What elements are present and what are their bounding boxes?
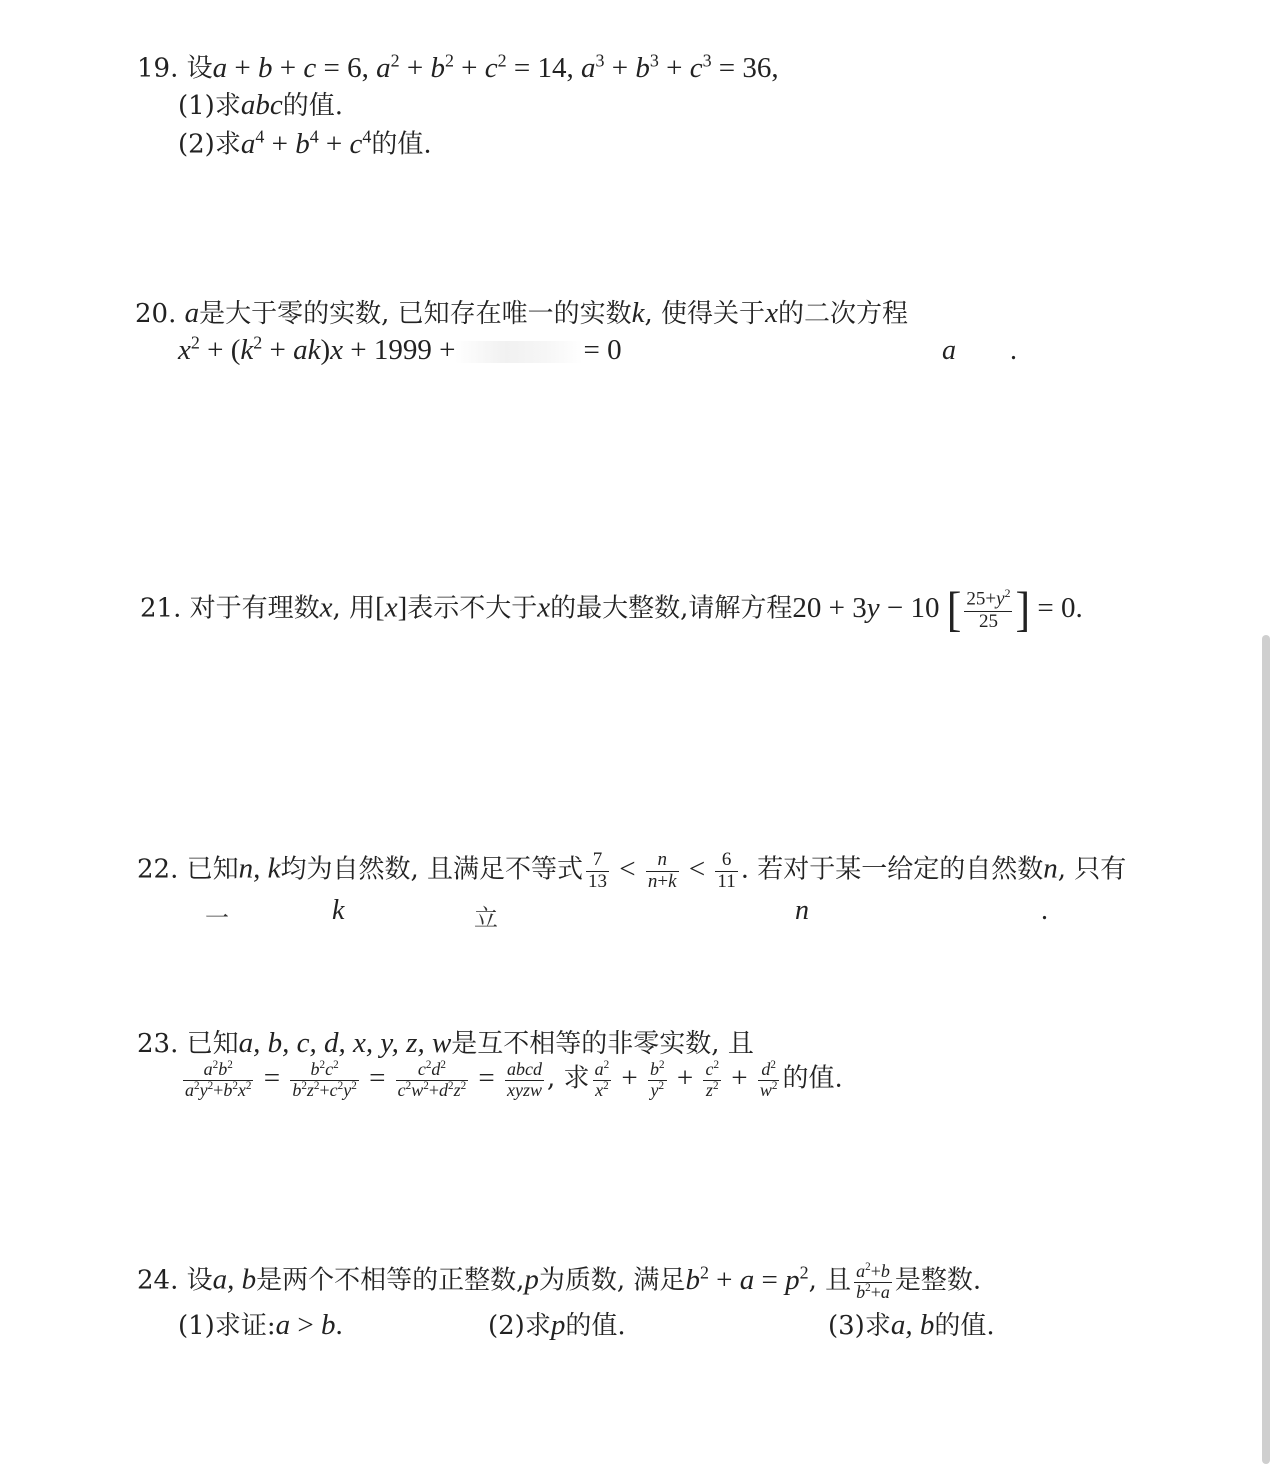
problem-20-line-2 xyxy=(178,332,622,367)
problem-number: 24. xyxy=(137,1265,179,1296)
problem-24-sub-3 xyxy=(828,1308,995,1343)
problem-text: 均为自然数, 且满足不等式 xyxy=(280,854,584,885)
problem-text: 是整数. xyxy=(894,1265,982,1296)
problem-19-line-1 xyxy=(137,50,779,85)
problem-19-sub-2 xyxy=(178,126,432,161)
problem-text: , 使得关于 xyxy=(644,299,766,329)
problem-24-sub-1 xyxy=(178,1308,343,1343)
var-k: k xyxy=(631,297,645,329)
equation: 20 + 3y − 10 [ $\frac{25+y^2}{25}$ ] = 0. xyxy=(792,582,1083,637)
equation: a + b + c = 6, $a^2 + b^2 + c^2 = 14$, $a^3 + b^3 + c^3 = 36$, xyxy=(212,50,779,84)
problem-number: 22. xyxy=(137,854,179,885)
problem-text: 的二次方程 xyxy=(777,299,908,329)
sub-tail: 的值. xyxy=(282,91,343,121)
problem-text: 是两个不相等的正整数, xyxy=(256,1265,525,1296)
sub-tail: 的值. xyxy=(934,1311,995,1341)
problem-23-line-2 xyxy=(180,1060,843,1100)
expression: $\frac{a^2}{x^2}$ + $\frac{b^2}{y^2}$ + $\frac{c^2}{z^2}$ + $\frac{d^2}{w^2}$ xyxy=(594,1059,778,1100)
sub-label: (1)求 xyxy=(178,91,241,121)
problem-number: 21. xyxy=(140,593,182,624)
faded-var-a: a xyxy=(942,335,956,366)
vars-a-b: a, b xyxy=(890,1309,935,1341)
problem-23-line-1 xyxy=(137,1026,754,1061)
problem-21 xyxy=(140,582,1083,637)
var-p: p xyxy=(550,1309,566,1341)
problem-text: 是互不相等的非零实数, 且 xyxy=(451,1029,754,1059)
floor-x: [x] xyxy=(375,591,408,624)
faded-char-yi: 一 xyxy=(205,904,229,932)
problem-text: . 若对于某一给定的自然数 xyxy=(740,854,1044,885)
problem-text: 已知 xyxy=(186,854,239,885)
equation: $\frac{a^2b^2}{a^2y^2+b^2x^2}$ = $\frac{b^2c^2}{b^2z^2+c^2y^2}$ = $\frac{c^2d^2}{c^2w^2+d^2z^2}$ = $\frac{\text{abcd}}{\text{xyzw}}$ xyxy=(185,1059,543,1100)
sub-label: (2)求 xyxy=(178,129,241,160)
problem-24-sub-2 xyxy=(488,1308,626,1343)
problem-text: 设 xyxy=(186,1265,213,1296)
equation: $b^2 + a = p^2$ xyxy=(685,1262,809,1296)
problem-text: 对于有理数 xyxy=(189,593,320,624)
problem-text: 的值. xyxy=(782,1063,843,1094)
problem-19-sub-1 xyxy=(178,88,343,123)
problem-number: 20. xyxy=(135,299,177,329)
var-p: p xyxy=(524,1263,539,1296)
problem-text: , 只有 xyxy=(1057,854,1127,885)
faded-char-li: 立 xyxy=(474,904,498,932)
var-x: x xyxy=(537,591,551,624)
sub-tail: 的值. xyxy=(371,129,432,160)
problem-22-line-1 xyxy=(137,850,1126,892)
faded-var-n: n xyxy=(795,895,809,926)
vars-a-b: a, b xyxy=(212,1263,257,1296)
problem-text: , 且 xyxy=(808,1265,852,1296)
problem-text: 的最大整数,请解方程 xyxy=(550,593,793,624)
obscured-region xyxy=(455,341,583,363)
faded-var-k: k xyxy=(332,895,345,926)
equation: $a^4 + b^4 + c^4$ xyxy=(240,126,372,160)
problem-24-line-1 xyxy=(137,1262,981,1302)
problem-text: 是大于零的实数, 已知存在唯一的实数 xyxy=(199,299,632,329)
vertical-scrollbar[interactable] xyxy=(1262,635,1270,1464)
variables: a, b, c, d, x, y, z, w xyxy=(238,1027,452,1059)
fraction: $\frac{a^2+b}{b^2+a}$ xyxy=(856,1261,890,1302)
faded-period: . xyxy=(1041,895,1048,926)
sub-label: (1)求证: xyxy=(178,1311,276,1341)
inequality: a > b. xyxy=(275,1309,343,1341)
problem-text: 设 xyxy=(186,53,213,84)
vars-n-k: n, k xyxy=(238,852,281,885)
var-n: n xyxy=(1043,852,1058,885)
problem-text: 已知 xyxy=(186,1029,239,1059)
problem-text: , 用 xyxy=(332,593,376,624)
problem-text: 为质数, 满足 xyxy=(538,1265,686,1296)
faded-period: . xyxy=(1010,335,1017,366)
problem-number: 23. xyxy=(137,1029,179,1059)
sub-tail: 的值. xyxy=(565,1311,626,1341)
equation: abc xyxy=(240,89,283,121)
inequality: $\frac{7}{13}$ < $\frac{n}{n+k}$ < $\frac{6}{11}$ xyxy=(588,849,736,892)
problem-20-line-1 xyxy=(135,296,908,331)
equation: $x^2 + (k^2 + ak)x + 1999$ + = 0 xyxy=(178,332,622,366)
var-x: x xyxy=(765,297,778,329)
var-x: x xyxy=(319,591,333,624)
sub-label: (3)求 xyxy=(828,1311,891,1341)
problem-text: , 求 xyxy=(547,1063,590,1094)
problem-number: 19. xyxy=(137,53,179,84)
sub-label: (2)求 xyxy=(488,1311,551,1341)
problem-text: 表示不大于 xyxy=(407,593,538,624)
var-a: a xyxy=(184,297,200,329)
